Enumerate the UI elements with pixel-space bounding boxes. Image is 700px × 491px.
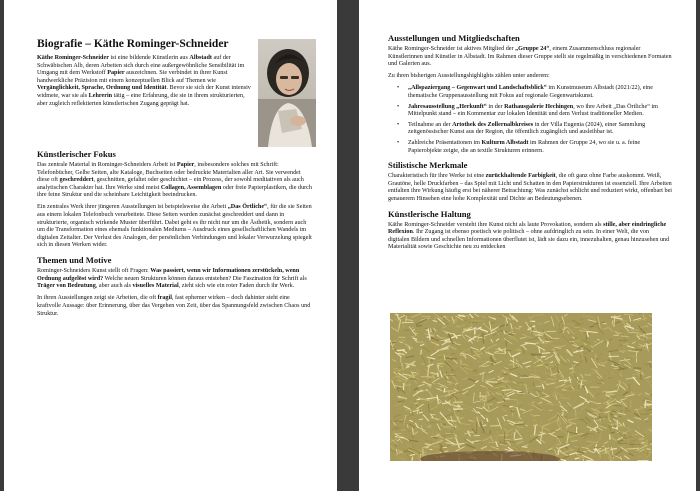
text-run: Rominger-Schneiders Kunst stellt oft Fragen: [37,268,151,275]
keyword-farbigkeit: zurückhaltende Farbigkeit [485,173,556,180]
keyword-fragil: fragil [157,295,172,302]
keyword-papier: Papier [176,162,195,168]
paper-strand [608,378,612,379]
list-item [388,85,672,100]
text-run: , fast ephemer wirken – doch dahinter steht eine kraftvolle Aussage: über Erinnerung, über das Vergehen von Zeit, über das Spannungsfeld zwischen Chaos und Struktur. [37,295,311,317]
text-run: auf der Schwäbischen Alb, deren Arbeiten sich durch eine außergewöhnliche Sensibilität im Umgang mit dem Werkstoff [37,55,245,77]
paper-strand [575,409,576,417]
paper-strand [450,374,454,375]
paper-strand [468,394,469,397]
text-run: In ihren Ausstellungen zeigt sie Arbeiten, die oft [37,295,158,302]
exhibition-list [388,85,672,155]
artist-portrait-photo [258,39,316,147]
list-item [388,140,672,155]
venue-name: Artothek des Zollernalbkreises [452,121,534,128]
list-item [388,104,672,119]
themen-paragraph-2 [37,295,313,318]
ausst-paragraph-2: Zu ihren bisherigen Ausstellungshighlights zählen unter anderem: [388,73,550,80]
stil-paragraph [388,173,672,203]
paper-strand [488,442,499,443]
paper-strand [644,395,649,396]
paper-strand [490,425,500,426]
exhibition-title: „Allspaziergang – Gegenwart und Landschaftsblick“ [408,85,547,92]
page-title: Biografie – Käthe Rominger-Schneider [37,38,229,50]
heading-themen-und-motive: Themen und Motive [37,255,112,266]
paper-strand [636,414,648,415]
paper-strand [429,425,432,426]
paper-strand [600,418,601,422]
text-run: , wo ihre Arbeit „Das Örtliche“ im Mittelpunkt stand – ein Kommentar zur lokalen Identität und dem Verlust traditioneller Medien. [408,103,658,118]
paper-strand [515,424,525,425]
text-run: im Rahmen der Gruppe 24, wo sie u. a. feine Papierobjekte zeigte, die an textile Strukturen erinnern. [408,139,641,154]
text-run: , geschnitten, gefaltet oder geschichtet – ein Prozess, der sowohl meditativen als auch analytischen Charakter hat. Ihre Werke sind meist [37,177,304,191]
text-run: Zahlreiche Präsentationen im [408,139,482,146]
list-item [388,122,672,137]
group-name: „Gruppe 24“ [515,46,550,52]
paper-strand [629,444,640,445]
place-albstadt: Albstadt [189,55,212,61]
paper-strand [645,400,646,408]
paper-strand [483,373,484,382]
text-run: , einem Zusammenschluss regionaler Künstlerinnen und Künstler in Albstadt. Im Rahmen dieser Gruppe stellt sie regelmäßig in verschiedenen Formaten und Galerien aus. [388,46,672,68]
text-run: , aber auch als [95,283,133,290]
venue-name: Rathausgalerie Hechingen [504,103,574,110]
keyword-reflexion: stille, aber eindringliche Reflexion [388,221,667,236]
keyword-visuelles-material: visuelles Material [132,283,179,290]
paper-strand [634,368,642,369]
text-run: Teilnahme an der [408,121,453,128]
paper-strand [430,336,434,337]
keyword-papier: Papier [107,70,125,77]
keyword-geschreddert: geschreddert [59,177,94,184]
paper-strand [532,355,537,356]
paper-strand [522,447,528,448]
text-run: , zieht sich wie ein roter Faden durch ihr Werk. [178,283,295,290]
paper-strand [456,429,461,430]
paper-strand [420,454,426,455]
text-run: , für die sie Seiten aus einem lokalen Telefonbuch verarbeitete. Diese Seiten wurden zunächst geschreddert und dann in strukturierte, organisch wirkende Muster überführt. Dabei geht es ihr nicht nur um die Ästhetik, sondern auch um die Transformation eines ehemals funktionalen Mediums – Ausdruck eines gesellschaftlichen Wandels im digitalen Zeitalter. Der Verlust des Analogen, der persönlichen Verbindungen und lokaler Verwurzelung spiegelt sich in diesen Werken wider. [37,204,312,249]
paper-strand [542,353,550,354]
artwork-texture [390,313,652,461]
paper-strand [512,409,513,416]
paper-strand [416,326,422,327]
paper-strand [445,358,457,359]
text-run: Das zentrale Material in Rominger-Schneiders Arbeit ist [37,162,177,168]
artwork-photo-shredded-paper [390,313,652,461]
paper-strand [620,411,630,412]
paper-strand [419,412,423,413]
fokus-paragraph-1 [37,162,313,200]
paper-strand [533,382,534,387]
paper-strand [614,425,617,426]
haltung-paragraph [388,222,672,252]
paper-strand [621,336,629,337]
paper-strand [526,451,530,452]
text-run: Welche neuen Strukturen können daraus entstehen? Die Faszination für Schrift als [103,275,307,282]
paper-strand [396,444,397,447]
paper-strand [403,330,411,331]
paper-strand [590,326,594,327]
text-run: Charakteristisch für ihre Werke ist eine [388,173,486,180]
paper-strand [438,328,442,329]
heading-stilistische-merkmale: Stilistische Merkmale [388,160,468,171]
paper-strand [415,403,418,404]
text-run: . Ihr Zugang ist ebenso poetisch wie politisch – ohne aufdringlich zu sein. In einer Welt, die von digitalen Bildern und schnellen Informationen überflutet ist, lädt sie dazu ein, innezuhalten, genau hinzusehen und Materialität sowie Geschichte neu zu entdecken [388,229,670,251]
keyword-collagen: Collagen, Assemblagen [160,184,222,191]
text-run: ist eine bildende Künstlerin aus [108,55,190,61]
text-run: . Bevor sie sich der Kunst intensiv widmete, war sie als [37,85,251,99]
fokus-paragraph-2 [37,204,313,250]
paper-strand [569,368,573,369]
document-page-left [4,0,337,491]
text-run: Käthe Rominger-Schneider versteht ihre Kunst nicht als laute Provokation, sondern als [388,221,604,228]
keyword-themes: Vergänglichkeit, Sprache, Ordnung und Identität [37,85,167,92]
paper-strand [646,404,652,405]
keyword-lehrerin: Lehrerin [88,92,113,99]
paper-strand [501,381,508,382]
text-run: oder freie Papierplastiken, die durch ihre feine Struktur und die scheinbare Leichtigkeit beeindrucken. [37,184,312,199]
paper-strand [475,417,476,427]
keyword-question: Was passiert, wenn wir Informationen zerstückeln, wenn Ordnung aufgelöst wird? [37,268,300,282]
artist-name: Käthe Rominger-Schneider [37,55,109,61]
ausst-paragraph-1 [388,46,672,69]
paper-strand [612,411,616,412]
text-run: tätig – eine Erfahrung, die sie in ihrem strukturierten, aber zugleich reflektierten künstlerischen Zugang geprägt hat. [37,92,245,107]
heading-kuenstlerische-haltung: Künstlerische Haltung [388,208,471,219]
keyword-traeger: Träger von Bedeutung [37,283,96,290]
exhibition-title: Jahresausstellung „Herkunft“ [408,103,487,110]
text-run: in der Villa Eugenia (2024), einer Sammlung zeitgenössischer Kunst aus der Region, die öffentlich zugänglich und ausleihbar ist. [408,121,646,136]
text-run: , die oft ganz ohne Farbe auskommt. Weiß, Grautöne, helle Druckfarben – das Spiel mit Licht und Schatten in den Papierstrukturen ist essenziell. Ihre Arbeiten entfalten ihre Wirkung häufig erst bei näherer Betrachtung: Was zunächst schlicht und reduziert wirkt, offenbart bei genauerem Hinsehen eine hohe Komplexität und Dichte an Bedeutungsebenen. [388,173,673,202]
paper-strand [629,448,639,449]
text-run: auszeichnen. Sie verbindet in ihrer Kunst handwerkliche Präzision mit einem konzeptuellen Blick auf Themen wie [37,70,228,84]
paper-strand [540,421,541,426]
paper-strand [487,382,498,383]
venue-name: Kulturm Albstadt [481,139,529,146]
paper-strand [611,404,617,405]
paper-strand [572,365,573,376]
text-run: in der [486,103,505,110]
document-page-right [359,0,696,491]
paper-strand [412,457,413,461]
heading-ausstellungen: Ausstellungen und Mitgliedschaften [388,33,520,43]
work-title-das-oertliche: „Das Örtliche“ [227,204,268,211]
text-run: im Kunstmuseum Albstadt (2021/22), eine thematische Gruppenausstellung mit Fokus auf regionale Gegenwartskunst. [408,85,653,99]
paper-strand [454,414,459,415]
themen-paragraph-1 [37,268,313,291]
biography-section [37,38,313,108]
paper-strand [505,415,508,416]
text-run: , insbesondere solches mit Schrift: Telefonbücher, Gelbe Seiten, alte Kataloge, Buchseiten oder bedruckte Materialien aller Art. Sie verwendet diese oft [37,162,301,184]
paper-strand [613,406,621,407]
text-run: Käthe Rominger-Schneider ist aktives Mitglied der [388,46,516,52]
paper-strand [509,406,513,407]
paper-strand [541,357,546,358]
text-run: Ein zentrales Werk ihrer jüngeren Ausstellungen ist beispielsweise die Arbeit [37,204,228,211]
heading-kuenstlerischer-fokus: Künstlerischer Fokus [37,149,116,159]
paper-strand [574,341,580,342]
